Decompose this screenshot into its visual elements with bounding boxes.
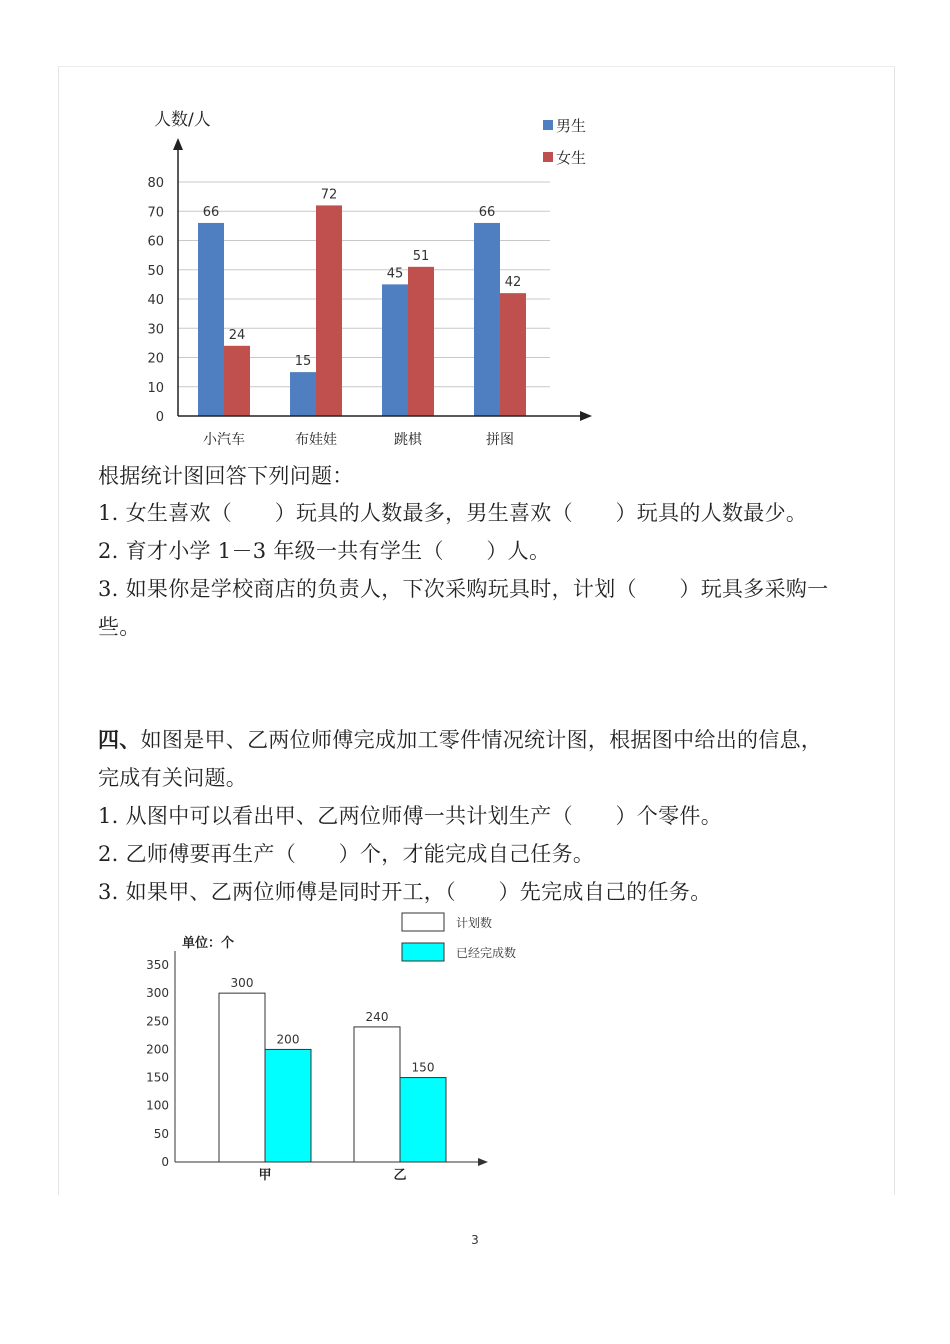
section3-question-3-line2: 些。	[98, 615, 141, 639]
y-axis-arrow	[173, 138, 183, 150]
y-tick-label: 150	[146, 1070, 169, 1085]
bar	[219, 993, 265, 1162]
legend-label: 计划数	[456, 916, 493, 930]
x-tick-label: 布娃娃	[295, 432, 337, 448]
y-tick-label: 70	[147, 205, 164, 221]
x-tick-label: 甲	[258, 1168, 272, 1183]
y-tick-label: 20	[147, 351, 164, 367]
y-tick-label: 100	[146, 1098, 169, 1113]
x-tick-label: 拼图	[486, 432, 514, 448]
bar	[500, 293, 526, 416]
data-label: 15	[294, 354, 312, 370]
y-tick-label: 10	[147, 380, 164, 396]
bar	[354, 1027, 400, 1162]
y-tick-label: 80	[147, 176, 164, 191]
data-label: 300	[230, 976, 254, 991]
bar	[408, 267, 434, 416]
data-label: 24	[228, 327, 246, 343]
data-label: 200	[276, 1032, 300, 1047]
y-tick-label: 30	[147, 322, 164, 338]
x-axis-arrow	[478, 1158, 488, 1166]
y-tick-label: 250	[146, 1014, 169, 1029]
y-axis-title: 人数/人	[154, 110, 211, 130]
y-tick-label: 50	[147, 263, 164, 279]
toy-preference-bar-chart	[130, 100, 610, 460]
legend-swatch	[543, 120, 553, 130]
section4-intro-line2: 完成有关问题。	[98, 766, 248, 790]
x-axis-arrow	[580, 411, 592, 421]
y-tick-label: 0	[161, 1155, 169, 1169]
data-label: 66	[202, 204, 220, 220]
legend-label: 男生	[556, 117, 587, 135]
legend-label: 女生	[556, 149, 587, 167]
section4-heading: 四、	[98, 727, 141, 752]
section4-question-1: 1. 从图中可以看出甲、乙两位师傅一共计划生产（ ）个零件。	[98, 804, 723, 828]
parts-completion-bar-chart	[130, 905, 550, 1185]
section3-intro: 根据统计图回答下列问题：	[98, 464, 354, 488]
y-tick-label: 350	[146, 958, 169, 972]
section4-question-2: 2. 乙师傅要再生产（ ）个，才能完成自己任务。	[98, 842, 595, 866]
y-axis-title: 单位：个	[182, 936, 235, 951]
x-tick-label: 乙	[393, 1168, 407, 1183]
bar	[400, 1078, 446, 1162]
data-label: 72	[320, 187, 338, 203]
data-label: 45	[386, 266, 404, 282]
y-tick-label: 60	[147, 234, 164, 250]
y-tick-label: 300	[146, 986, 169, 1001]
y-tick-label: 40	[147, 293, 164, 308]
x-tick-label: 跳棋	[394, 432, 422, 448]
data-label: 51	[412, 248, 430, 264]
legend-swatch	[402, 913, 444, 931]
section3-question-1: 1. 女生喜欢（ ）玩具的人数最多，男生喜欢（ ）玩具的人数最少。	[98, 501, 808, 525]
bar	[198, 223, 224, 416]
bar	[290, 372, 316, 416]
data-label: 66	[478, 204, 496, 220]
section4-intro-line1	[98, 724, 822, 754]
y-tick-label: 200	[146, 1042, 169, 1057]
page-number: 3	[471, 1233, 479, 1247]
bar	[265, 1049, 311, 1162]
bar	[224, 346, 250, 416]
section4-intro-text: 如图是甲、乙两位师傅完成加工零件情况统计图，根据图中给出的信息，	[140, 728, 823, 752]
data-label: 240	[365, 1009, 389, 1024]
y-tick-label: 0	[155, 410, 164, 425]
bar	[316, 205, 342, 416]
legend-swatch	[543, 152, 553, 162]
legend-label: 已经完成数	[456, 946, 517, 960]
x-tick-label: 小汽车	[203, 432, 245, 448]
legend-swatch	[402, 943, 444, 961]
data-label: 150	[411, 1060, 435, 1075]
y-tick-label: 50	[153, 1126, 169, 1141]
bar	[474, 223, 500, 416]
section3-question-3-line1: 3. 如果你是学校商店的负责人，下次采购玩具时，计划（ ）玩具多采购一	[98, 577, 829, 601]
data-label: 42	[504, 275, 522, 291]
bar	[382, 284, 408, 416]
section3-question-2: 2. 育才小学 1－3 年级一共有学生（ ）人。	[98, 539, 551, 563]
section4-question-3: 3. 如果甲、乙两位师傅是同时开工，（ ）先完成自己的任务。	[98, 880, 712, 904]
